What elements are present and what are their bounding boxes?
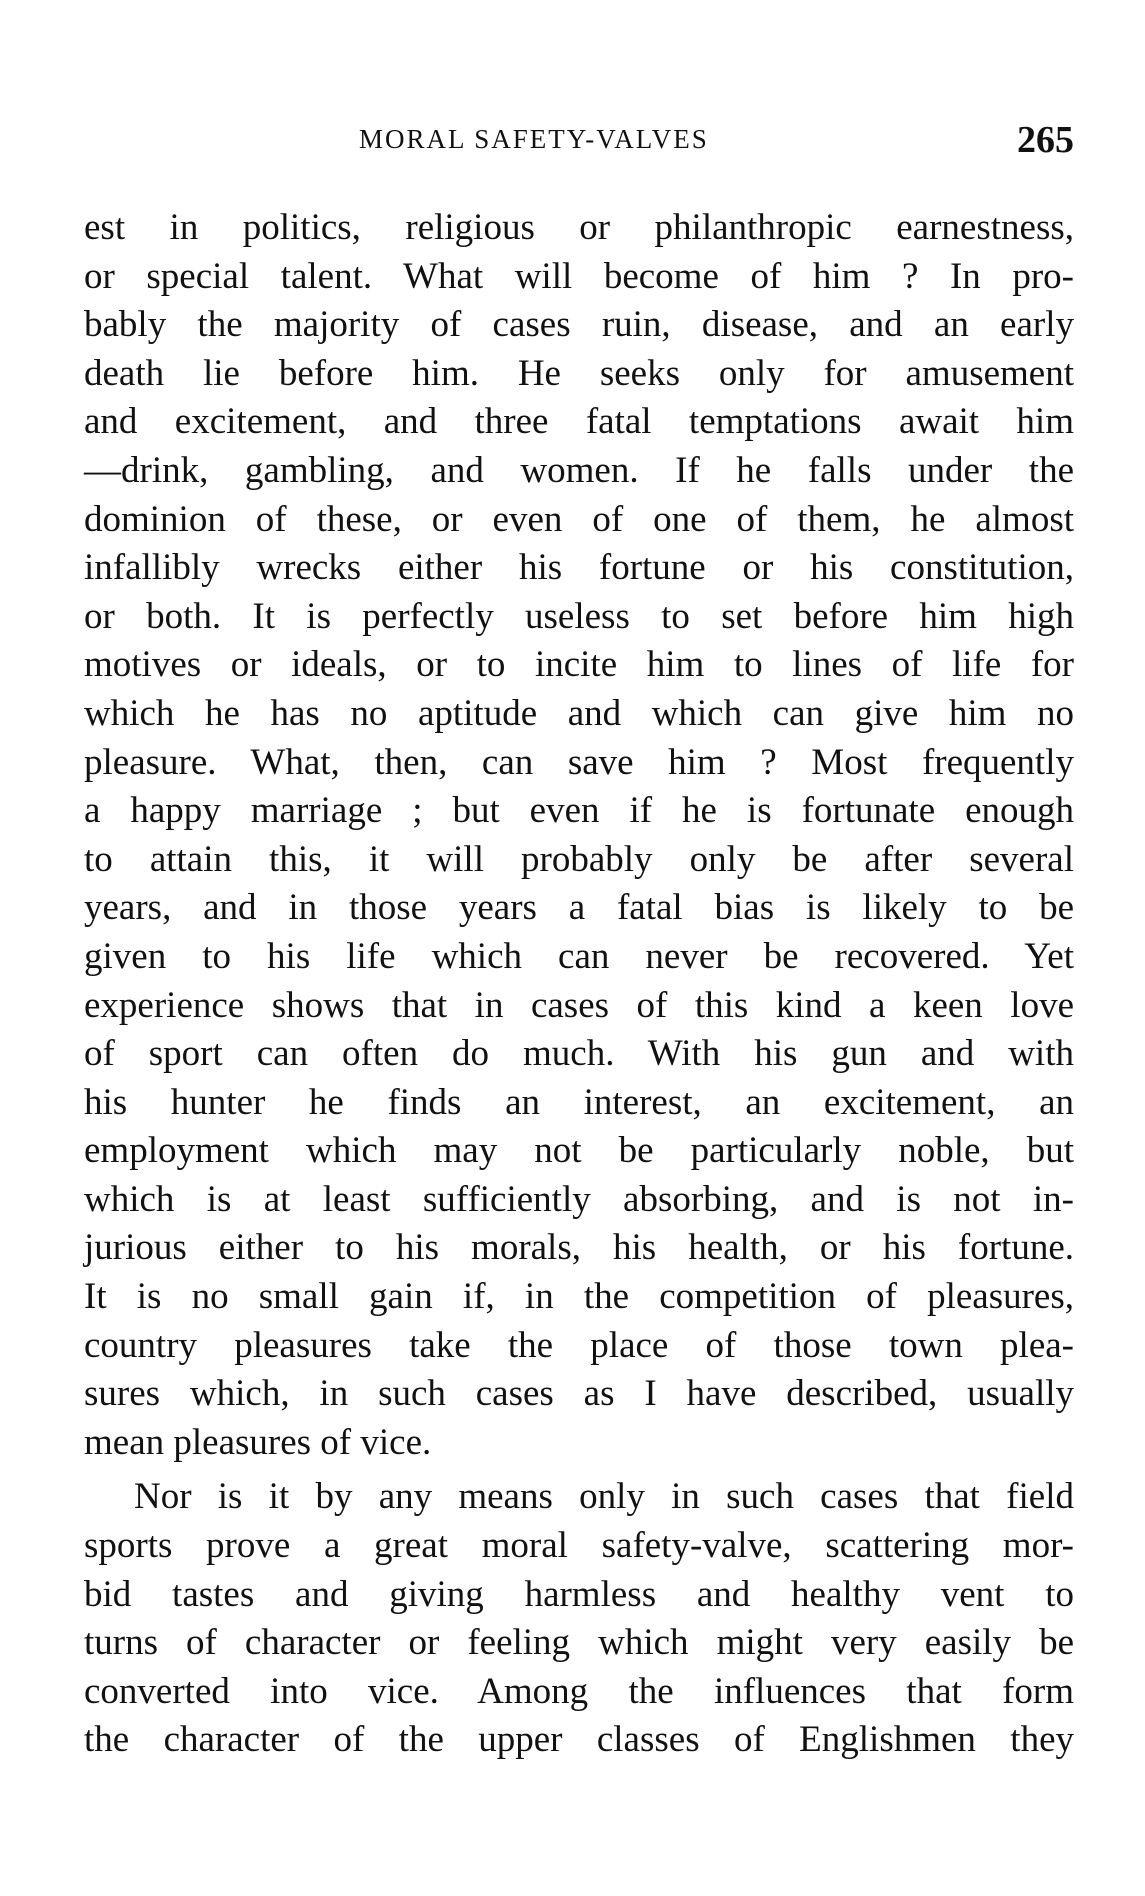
- body-text: [84, 204, 1074, 1765]
- text-line: mean pleasures of vice.: [84, 1421, 432, 1463]
- text-line: and excitement, and three fatal temptations await him: [84, 401, 1074, 443]
- text-line: which is at least sufficiently absorbing, and is not in-: [84, 1178, 1074, 1220]
- paragraph-2: [84, 1473, 1074, 1765]
- page-number: 265: [1017, 119, 1074, 161]
- text-line: turns of character or feeling which might very easily be: [84, 1622, 1074, 1664]
- text-line: pleasure. What, then, can save him ? Most frequently: [84, 741, 1074, 783]
- text-line: experience shows that in cases of this kind a keen love: [84, 984, 1074, 1026]
- text-line: motives or ideals, or to incite him to lines of life for: [84, 644, 1074, 686]
- running-head: [84, 118, 1074, 168]
- text-line: sures which, in such cases as I have described, usually: [84, 1373, 1074, 1415]
- paragraph-1: [84, 204, 1074, 1467]
- text-line: jurious either to his morals, his health, or his fortune.: [84, 1227, 1074, 1269]
- text-line: est in politics, religious or philanthropic earnestness,: [84, 207, 1074, 248]
- text-line: bid tastes and giving harmless and healthy vent to: [84, 1573, 1074, 1615]
- text-line: country pleasures take the place of those town plea-: [84, 1324, 1074, 1366]
- text-line: of sport can often do much. With his gun and with: [84, 1033, 1074, 1075]
- text-line: sports prove a great moral safety-valve, scattering mor-: [84, 1525, 1074, 1567]
- text-line: the character of the upper classes of Englishmen they: [84, 1719, 1074, 1761]
- text-line: given to his life which can never be recovered. Yet: [84, 935, 1074, 977]
- text-line: infallibly wrecks either his fortune or his constitution,: [84, 547, 1074, 589]
- running-title: MORAL SAFETY-VALVES: [359, 124, 709, 154]
- text-line: or both. It is perfectly useless to set before him high: [84, 595, 1074, 637]
- text-line: bably the majority of cases ruin, disease, and an early: [84, 304, 1074, 346]
- text-line: to attain this, it will probably only be after several: [84, 838, 1074, 880]
- text-line: which he has no aptitude and which can give him no: [84, 692, 1074, 734]
- text-line: a happy marriage ; but even if he is fortunate enough: [84, 790, 1074, 832]
- text-line: employment which may not be particularly noble, but: [84, 1130, 1074, 1172]
- text-line: or special talent. What will become of him ? In pro-: [84, 255, 1074, 297]
- text-line: years, and in those years a fatal bias is likely to be: [84, 887, 1074, 929]
- text-line: It is no small gain if, in the competition of pleasures,: [84, 1276, 1074, 1318]
- text-line: dominion of these, or even of one of them, he almost: [84, 498, 1074, 540]
- text-line: his hunter he finds an interest, an excitement, an: [84, 1081, 1074, 1123]
- text-line: —drink, gambling, and women. If he falls under the: [84, 449, 1074, 491]
- text-line: converted into vice. Among the influences that form: [84, 1670, 1074, 1712]
- text-line: death lie before him. He seeks only for amusement: [84, 352, 1074, 394]
- text-line: Nor is it by any means only in such cases that field: [134, 1476, 1074, 1518]
